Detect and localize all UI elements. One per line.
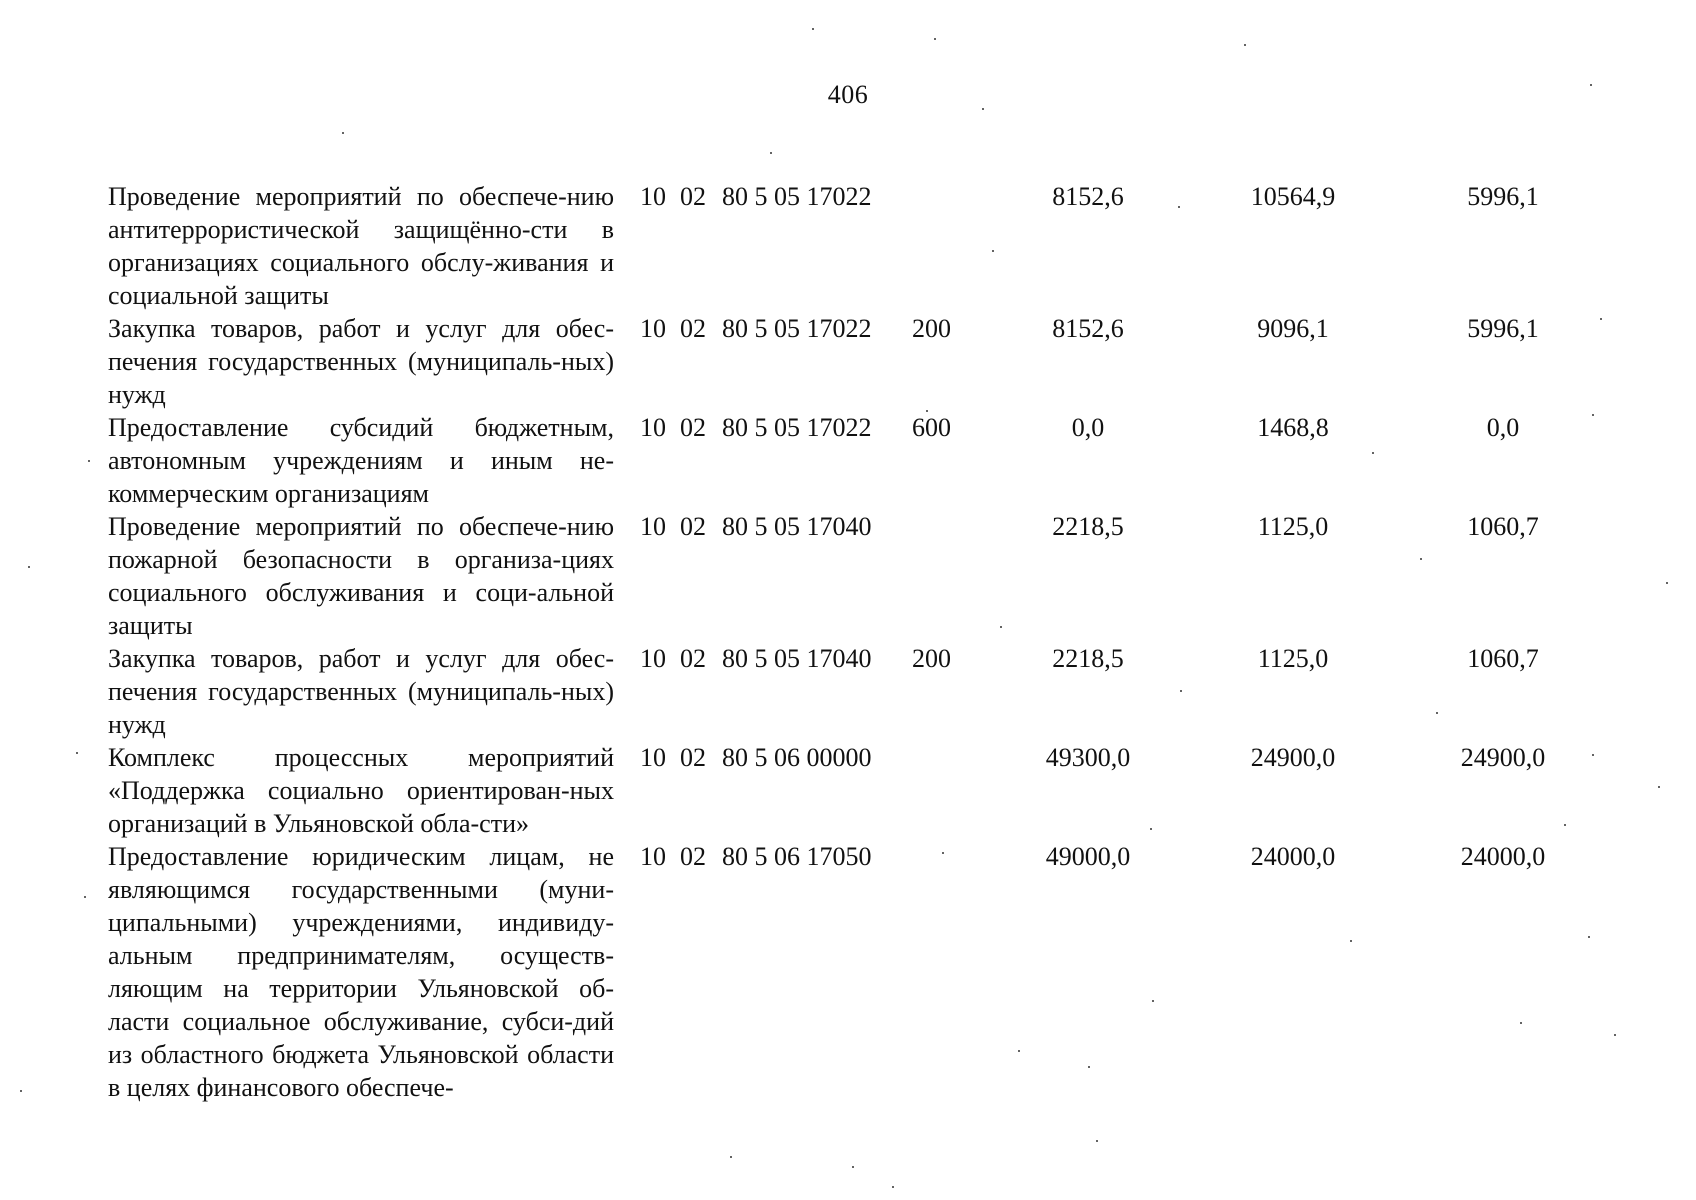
row-description: Предоставление субсидий бюджетным, автономным учреждениям и иным не-коммерческим организациям — [108, 413, 614, 508]
target-article-code: 80 5 06 17050 — [722, 842, 872, 871]
row-description: Предоставление юридическим лицам, не являющимся государственными (муни-ципальными) учреждениями, индивиду-альным предпринимателям, осуществ-ляющим на территории Ульяновской об-ласти социальное обслуживание, субси-дий из областного бюджета Ульяновской области в целях финансового обеспече- — [108, 842, 614, 1102]
section-code: 10 — [640, 842, 666, 871]
scan-speck — [1350, 940, 1352, 942]
row-description: Проведение мероприятий по обеспече-нию антитеррористической защищённо-сти в организациях социального обслу-живания и социальной защиты — [108, 182, 614, 310]
table-row — [108, 411, 1608, 510]
scan-speck — [1592, 414, 1594, 416]
scan-speck — [1152, 1000, 1154, 1002]
subsection-code: 02 — [680, 644, 706, 673]
subsection-code: 02 — [680, 413, 706, 442]
scan-speck — [28, 566, 30, 568]
amount-year-3: 24900,0 — [1460, 743, 1546, 772]
target-article-code: 80 5 06 00000 — [722, 743, 872, 772]
scan-speck — [20, 1090, 22, 1092]
scan-speck — [1244, 44, 1246, 46]
expense-type-code: 200 — [912, 314, 951, 343]
amount-year-1: 0,0 — [1071, 413, 1105, 442]
scan-speck — [1096, 1140, 1098, 1142]
scan-speck — [926, 410, 928, 412]
amount-year-3: 0,0 — [1486, 413, 1520, 442]
scan-speck — [1520, 1022, 1522, 1024]
page-number: 406 — [827, 80, 869, 109]
scan-speck — [1018, 1050, 1020, 1052]
expense-type-code: 200 — [912, 644, 951, 673]
amount-year-1: 8152,6 — [1052, 314, 1124, 343]
amount-year-2: 24900,0 — [1250, 743, 1336, 772]
scan-speck — [852, 1166, 854, 1168]
scan-speck — [992, 250, 994, 252]
target-article-code: 80 5 05 17022 — [722, 182, 872, 211]
scan-speck — [982, 108, 984, 110]
subsection-code: 02 — [680, 182, 706, 211]
scan-speck — [934, 38, 936, 40]
scan-speck — [892, 1186, 894, 1188]
target-article-code: 80 5 05 17040 — [722, 644, 872, 673]
amount-year-1: 2218,5 — [1052, 644, 1124, 673]
scan-speck — [1436, 712, 1438, 714]
amount-year-2: 1125,0 — [1257, 512, 1329, 541]
subsection-code: 02 — [680, 842, 706, 871]
amount-year-2: 1468,8 — [1257, 413, 1329, 442]
scan-speck — [88, 460, 90, 462]
amount-year-3: 5996,1 — [1467, 182, 1539, 211]
expense-type-code — [908, 510, 988, 642]
section-code: 10 — [640, 644, 666, 673]
row-description: Комплекс процессных мероприятий «Поддержка социально ориентирован-ных организаций в Ульяновской обла-сти» — [108, 743, 614, 838]
scan-speck — [1666, 582, 1668, 584]
scan-speck — [1420, 558, 1422, 560]
scan-speck — [342, 132, 344, 134]
amount-year-3: 1060,7 — [1467, 512, 1539, 541]
target-article-code: 80 5 05 17022 — [722, 314, 872, 343]
section-code: 10 — [640, 182, 666, 211]
scan-speck — [1178, 206, 1180, 208]
budget-table — [108, 180, 1608, 1104]
subsection-code: 02 — [680, 743, 706, 772]
scan-speck — [1590, 84, 1592, 86]
scan-speck — [1150, 828, 1152, 830]
scan-speck — [1658, 786, 1660, 788]
scan-speck — [1614, 1034, 1616, 1036]
expense-type-code: 600 — [912, 413, 951, 442]
expense-type-code — [908, 180, 988, 312]
amount-year-3: 5996,1 — [1467, 314, 1539, 343]
table-row — [108, 840, 1608, 1104]
amount-year-2: 24000,0 — [1250, 842, 1336, 871]
subsection-code: 02 — [680, 512, 706, 541]
amount-year-1: 49300,0 — [1045, 743, 1131, 772]
scan-speck — [770, 152, 772, 154]
scan-speck — [1600, 318, 1602, 320]
section-code: 10 — [640, 314, 666, 343]
scan-speck — [1564, 824, 1566, 826]
scan-speck — [730, 1156, 732, 1158]
scan-speck — [76, 752, 78, 754]
amount-year-3: 24000,0 — [1460, 842, 1546, 871]
amount-year-2: 1125,0 — [1257, 644, 1329, 673]
section-code: 10 — [640, 413, 666, 442]
row-description: Проведение мероприятий по обеспече-нию пожарной безопасности в организа-циях социального обслуживания и соци-альной защиты — [108, 512, 614, 640]
row-description: Закупка товаров, работ и услуг для обес-печения государственных (муниципаль-ных) нужд — [108, 644, 614, 739]
amount-year-2: 9096,1 — [1257, 314, 1329, 343]
scan-speck — [942, 852, 944, 854]
table-row — [108, 741, 1608, 840]
budget-table-body — [108, 180, 1608, 1104]
scan-speck — [1088, 1066, 1090, 1068]
amount-year-1: 8152,6 — [1052, 182, 1124, 211]
table-row — [108, 510, 1608, 642]
section-code: 10 — [640, 512, 666, 541]
scan-speck — [1000, 626, 1002, 628]
expense-type-code — [908, 840, 988, 1104]
section-code: 10 — [640, 743, 666, 772]
subsection-code: 02 — [680, 314, 706, 343]
table-row — [108, 642, 1608, 741]
table-row — [108, 180, 1608, 312]
target-article-code: 80 5 05 17022 — [722, 413, 872, 442]
amount-year-3: 1060,7 — [1467, 644, 1539, 673]
amount-year-2: 10564,9 — [1250, 182, 1336, 211]
scan-speck — [1592, 754, 1594, 756]
scan-speck — [84, 896, 86, 898]
scan-speck — [1180, 690, 1182, 692]
scan-speck — [1588, 936, 1590, 938]
scan-speck — [1372, 452, 1374, 454]
amount-year-1: 49000,0 — [1045, 842, 1131, 871]
expense-type-code — [908, 741, 988, 840]
target-article-code: 80 5 05 17040 — [722, 512, 872, 541]
table-row — [108, 312, 1608, 411]
row-description: Закупка товаров, работ и услуг для обес-печения государственных (муниципаль-ных) нужд — [108, 314, 614, 409]
scan-speck — [812, 28, 814, 30]
amount-year-1: 2218,5 — [1052, 512, 1124, 541]
